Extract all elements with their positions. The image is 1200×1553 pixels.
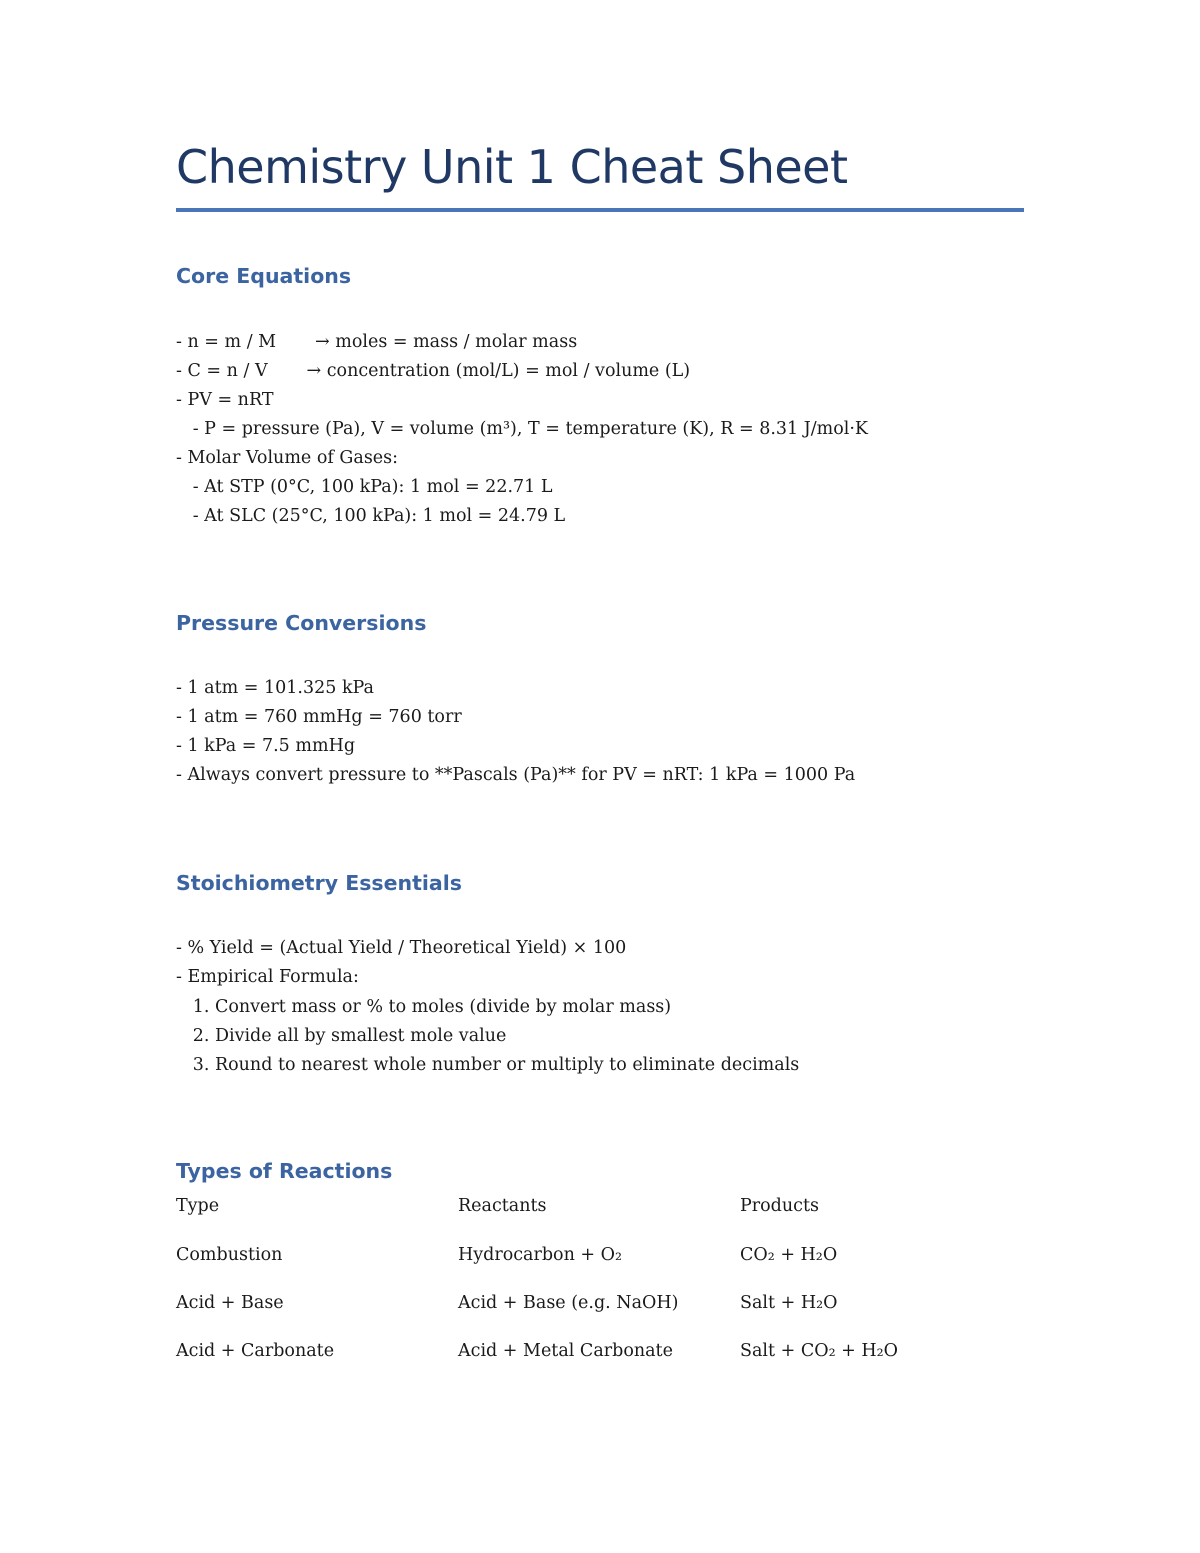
core-line: - At SLC (25°C, 100 kPa): 1 mol = 24.79 L <box>176 506 566 526</box>
table-header-products: Products <box>740 1196 819 1216</box>
table-cell: Combustion <box>176 1245 283 1265</box>
page-title: Chemistry Unit 1 Cheat Sheet <box>176 140 848 194</box>
stoich-line: - % Yield = (Actual Yield / Theoretical Yield) × 100 <box>176 938 627 958</box>
reactions-heading: Types of Reactions <box>176 1159 393 1183</box>
core-line: - Molar Volume of Gases: <box>176 448 399 468</box>
pressure-line: - 1 atm = 760 mmHg = 760 torr <box>176 707 462 727</box>
pressure-line: - 1 atm = 101.325 kPa <box>176 678 374 698</box>
core-line: - C = n / V → concentration (mol/L) = mol / volume (L) <box>176 361 691 381</box>
stoich-line: 3. Round to nearest whole number or multiply to eliminate decimals <box>176 1055 800 1075</box>
core-line: - n = m / M → moles = mass / molar mass <box>176 332 578 352</box>
table-cell: Salt + H₂O <box>740 1293 838 1313</box>
table-header-reactants: Reactants <box>458 1196 547 1216</box>
stoichiometry-heading: Stoichiometry Essentials <box>176 871 462 895</box>
table-cell: Acid + Base <box>176 1293 284 1313</box>
pressure-line: - 1 kPa = 7.5 mmHg <box>176 736 356 756</box>
core-equations-heading: Core Equations <box>176 264 352 288</box>
title-underline <box>176 208 1024 212</box>
table-cell: CO₂ + H₂O <box>740 1245 838 1265</box>
stoich-line: 1. Convert mass or % to moles (divide by molar mass) <box>176 997 672 1017</box>
stoich-line: 2. Divide all by smallest mole value <box>176 1026 507 1046</box>
core-line: - At STP (0°C, 100 kPa): 1 mol = 22.71 L <box>176 477 553 497</box>
core-line: - P = pressure (Pa), V = volume (m³), T = temperature (K), R = 8.31 J/mol·K <box>176 419 869 439</box>
pressure-conversions-heading: Pressure Conversions <box>176 611 427 635</box>
table-cell: Acid + Metal Carbonate <box>458 1341 673 1361</box>
pressure-line: - Always convert pressure to **Pascals (Pa)** for PV = nRT: 1 kPa = 1000 Pa <box>176 765 856 785</box>
table-cell: Acid + Carbonate <box>176 1341 335 1361</box>
stoich-line: - Empirical Formula: <box>176 967 359 987</box>
table-header-type: Type <box>176 1196 220 1216</box>
table-cell: Acid + Base (e.g. NaOH) <box>458 1293 679 1313</box>
table-cell: Salt + CO₂ + H₂O <box>740 1341 899 1361</box>
table-cell: Hydrocarbon + O₂ <box>458 1245 623 1265</box>
core-line: - PV = nRT <box>176 390 274 410</box>
